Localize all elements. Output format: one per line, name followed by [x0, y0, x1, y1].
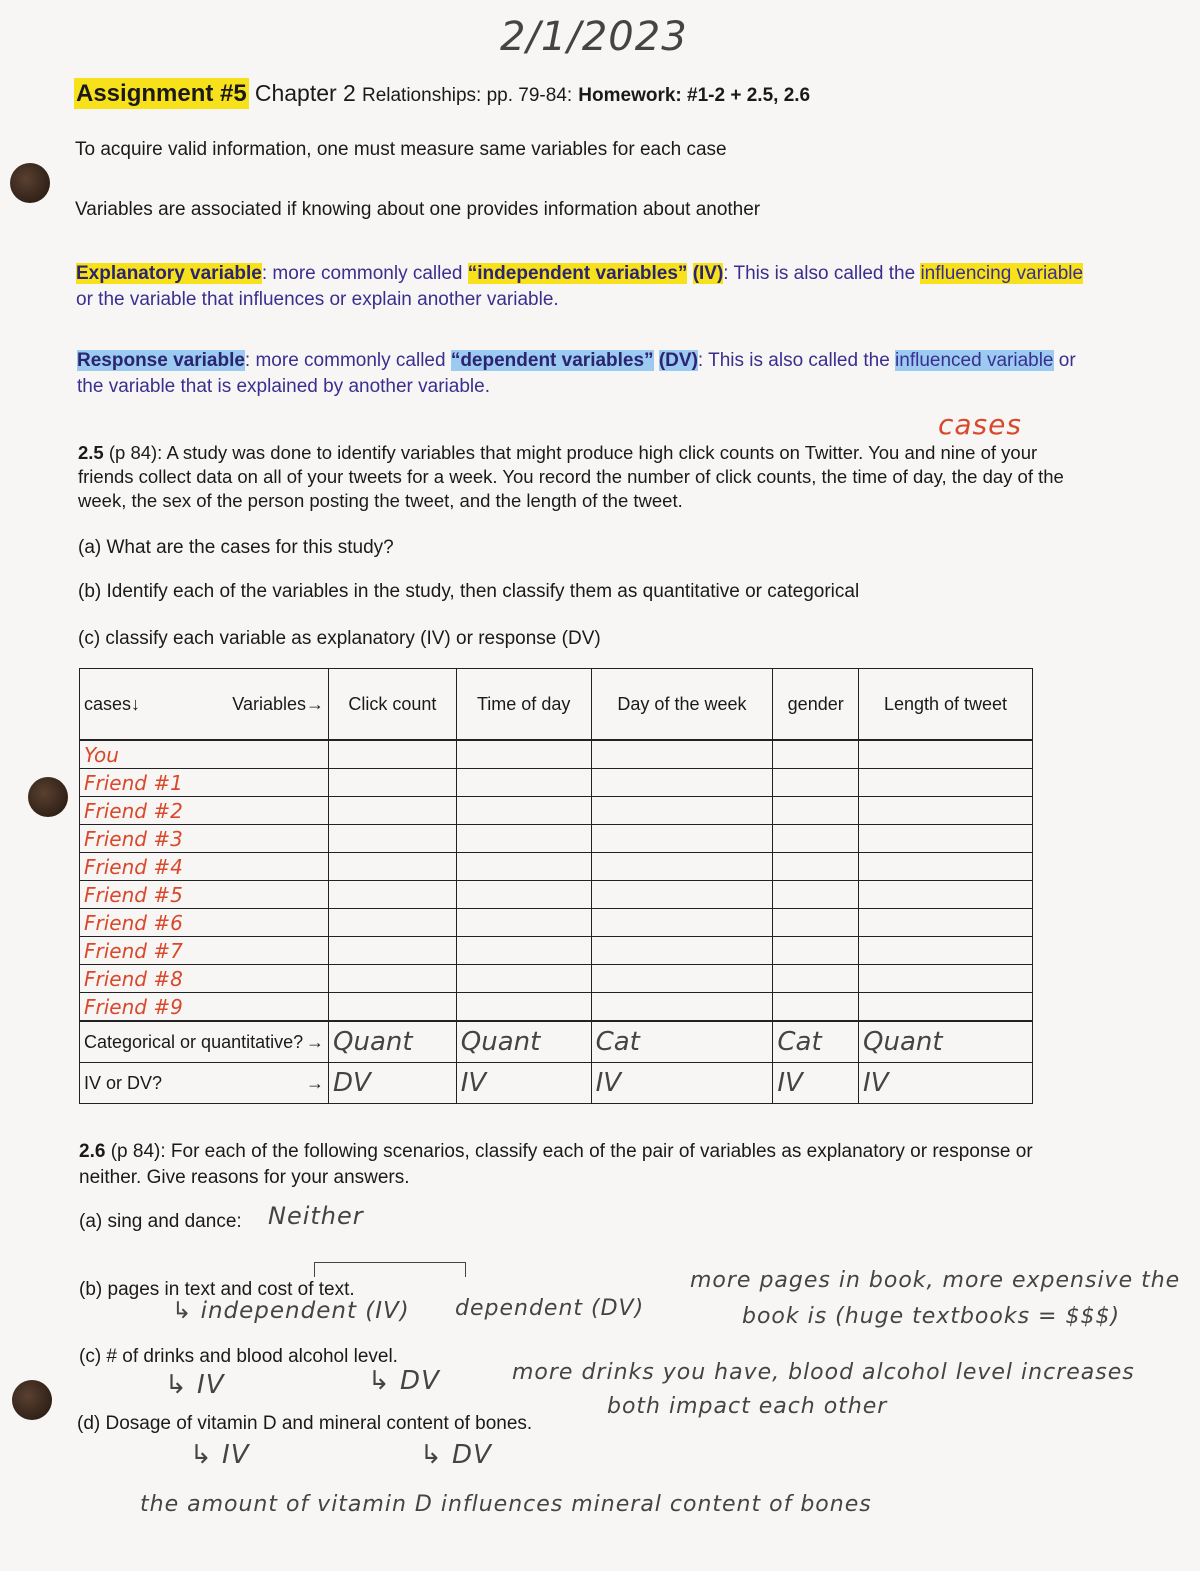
type-cell: Quant: [859, 1021, 1033, 1063]
answer-a: Neither: [268, 1202, 364, 1230]
column-header: gender: [773, 669, 859, 741]
corner-cell: [80, 669, 329, 741]
empty-cell[interactable]: [456, 769, 591, 797]
type-label: Categorical or quantitative?: [84, 1031, 304, 1052]
text: the variable that is explained by another variable.: [77, 376, 490, 397]
case-row: [80, 853, 1033, 881]
empty-cell[interactable]: [859, 797, 1033, 825]
row-label: [80, 1021, 329, 1063]
question-2-6: [79, 1139, 1033, 1191]
empty-cell[interactable]: [456, 937, 591, 965]
empty-cell[interactable]: [591, 853, 773, 881]
empty-cell[interactable]: [329, 965, 457, 993]
empty-cell[interactable]: [329, 825, 457, 853]
role-row: [80, 1063, 1033, 1104]
empty-cell[interactable]: [859, 965, 1033, 993]
case-label: Friend #7: [80, 937, 329, 965]
punch-hole: [10, 163, 50, 203]
pages: Relationships: pp. 79-84:: [361, 85, 573, 106]
empty-cell[interactable]: [329, 769, 457, 797]
case-label: Friend #2: [80, 797, 329, 825]
handwritten-date: 2/1/2023: [500, 14, 688, 60]
question-2-6-d: (d) Dosage of vitamin D and mineral content of bones.: [77, 1413, 533, 1434]
empty-cell[interactable]: [329, 853, 457, 881]
empty-cell[interactable]: [329, 937, 457, 965]
question-2-6-b: (b) pages in text and cost of text.: [79, 1279, 355, 1300]
case-label: Friend #9: [80, 993, 329, 1022]
text: (p 84): For each of the following scenarios, classify each of the pair of variables as explanatory or response or: [105, 1141, 1033, 1162]
question-2-5-a: (a) What are the cases for this study?: [78, 537, 394, 558]
empty-cell[interactable]: [456, 797, 591, 825]
response-term: Response variable: [77, 350, 245, 371]
variables-table: [79, 668, 1033, 1104]
answer-b-dv: dependent (DV): [455, 1296, 645, 1321]
empty-cell[interactable]: [859, 937, 1033, 965]
column-header: Day of the week: [591, 669, 773, 741]
answer-d-note: the amount of vitamin D influences mineral content of bones: [140, 1492, 872, 1517]
empty-cell[interactable]: [329, 909, 457, 937]
answer-d-iv: ↳ IV: [190, 1440, 250, 1470]
empty-cell[interactable]: [859, 740, 1033, 769]
cases-label: cases↓: [84, 693, 141, 714]
answer-c-note-1: more drinks you have, blood alcohol level increases: [512, 1360, 1135, 1385]
handwritten-cases: cases: [938, 408, 1022, 441]
arrow-icon: →: [306, 1072, 324, 1093]
case-label: Friend #3: [80, 825, 329, 853]
question-number: 2.6: [79, 1141, 106, 1162]
question-2-6-c: (c) # of drinks and blood alcohol level.: [79, 1346, 398, 1367]
answer-d-dv: ↳ DV: [420, 1440, 492, 1470]
type-cell: Quant: [456, 1021, 591, 1063]
answer-b-iv: ↳ independent (IV): [172, 1298, 410, 1324]
empty-cell[interactable]: [773, 825, 859, 853]
empty-cell[interactable]: [456, 853, 591, 881]
role-cell: IV: [591, 1063, 773, 1104]
punch-hole: [12, 1380, 52, 1420]
influencing-term: influencing variable: [920, 263, 1084, 284]
text: : more commonly called: [244, 350, 451, 371]
case-label: You: [80, 740, 329, 769]
empty-cell[interactable]: [773, 881, 859, 909]
empty-cell[interactable]: [456, 909, 591, 937]
column-header: Time of day: [456, 669, 591, 741]
text: or the variable that influences or explain another variable.: [76, 289, 559, 310]
empty-cell[interactable]: [773, 853, 859, 881]
empty-cell[interactable]: [773, 937, 859, 965]
empty-cell[interactable]: [773, 797, 859, 825]
empty-cell[interactable]: [329, 881, 457, 909]
empty-cell[interactable]: [591, 881, 773, 909]
question-2-6-a: (a) sing and dance:: [79, 1211, 242, 1232]
case-row: [80, 740, 1033, 769]
table-header-row: [80, 669, 1033, 741]
empty-cell[interactable]: [859, 853, 1033, 881]
variables-label: Variables→: [232, 693, 324, 714]
empty-cell[interactable]: [859, 909, 1033, 937]
empty-cell[interactable]: [859, 769, 1033, 797]
role-label: IV or DV?: [84, 1072, 163, 1093]
role-cell: IV: [859, 1063, 1033, 1104]
homework: Homework: #1-2 + 2.5, 2.6: [578, 85, 811, 106]
case-row: [80, 993, 1033, 1022]
question-number: 2.5: [78, 442, 104, 463]
question-2-5: [78, 441, 1064, 513]
empty-cell[interactable]: [859, 825, 1033, 853]
assignment-header: [74, 80, 810, 108]
column-header: Click count: [329, 669, 457, 741]
type-row: [80, 1021, 1033, 1063]
case-row: [80, 797, 1033, 825]
text: neither. Give reasons for your answers.: [79, 1167, 410, 1188]
empty-cell[interactable]: [591, 797, 773, 825]
text: : This is also called the: [723, 263, 921, 284]
empty-cell[interactable]: [773, 740, 859, 769]
role-cell: IV: [456, 1063, 591, 1104]
empty-cell[interactable]: [773, 965, 859, 993]
question-2-5-b: (b) Identify each of the variables in the study, then classify them as quantitative or categorical: [78, 581, 860, 602]
answer-c-dv: ↳ DV: [368, 1366, 440, 1396]
case-row: [80, 825, 1033, 853]
case-row: [80, 965, 1033, 993]
empty-cell[interactable]: [456, 825, 591, 853]
type-cell: Cat: [591, 1021, 773, 1063]
empty-cell[interactable]: [591, 769, 773, 797]
text: : more commonly called: [261, 263, 468, 284]
explanatory-term: Explanatory variable: [76, 263, 262, 284]
note-line-1: To acquire valid information, one must measure same variables for each case: [75, 139, 727, 160]
text: week, the sex of the person posting the tweet, and the length of the tweet.: [78, 490, 683, 511]
case-label: Friend #5: [80, 881, 329, 909]
explanatory-definition: [76, 261, 1083, 313]
empty-cell[interactable]: [859, 993, 1033, 1022]
independent-term: “independent variables”: [467, 263, 688, 284]
note-line-2: Variables are associated if knowing about one provides information about another: [75, 199, 761, 220]
text: friends collect data on all of your tweets for a week. You record the number of click counts, the time of day, the day of the: [78, 466, 1064, 487]
response-definition: [77, 348, 1076, 400]
empty-cell[interactable]: [329, 993, 457, 1022]
case-row: [80, 881, 1033, 909]
role-cell: DV: [329, 1063, 457, 1104]
dependent-term: “dependent variables”: [450, 350, 654, 371]
empty-cell[interactable]: [591, 825, 773, 853]
role-cell: IV: [773, 1063, 859, 1104]
answer-b-note-2: book is (huge textbooks = $$$): [742, 1304, 1121, 1329]
row-label: [80, 1063, 329, 1104]
empty-cell[interactable]: [773, 993, 859, 1022]
column-header: Length of tweet: [859, 669, 1033, 741]
empty-cell[interactable]: [591, 937, 773, 965]
case-label: Friend #1: [80, 769, 329, 797]
empty-cell[interactable]: [456, 740, 591, 769]
answer-c-note-2: both impact each other: [607, 1394, 888, 1419]
empty-cell[interactable]: [773, 909, 859, 937]
case-label: Friend #4: [80, 853, 329, 881]
case-label: Friend #8: [80, 965, 329, 993]
case-row: [80, 909, 1033, 937]
arrow-icon: →: [306, 1031, 324, 1052]
influenced-term: influenced variable: [895, 350, 1054, 371]
text: : This is also called the: [697, 350, 896, 371]
empty-cell[interactable]: [456, 965, 591, 993]
iv-abbr: (IV): [692, 263, 724, 284]
empty-cell[interactable]: [591, 993, 773, 1022]
question-2-5-c: (c) classify each variable as explanatory (IV) or response (DV): [78, 628, 601, 649]
empty-cell[interactable]: [329, 740, 457, 769]
case-row: [80, 937, 1033, 965]
dv-abbr: (DV): [658, 350, 698, 371]
bracket-arrow: [314, 1262, 466, 1277]
text: or: [1053, 350, 1076, 371]
text: (p 84): A study was done to identify variables that might produce high click counts on Twitter. You and nine of your: [103, 442, 1038, 463]
empty-cell[interactable]: [591, 965, 773, 993]
empty-cell[interactable]: [591, 740, 773, 769]
assignment-number: Assignment #5: [76, 80, 247, 107]
case-row: [80, 769, 1033, 797]
answer-c-iv: ↳ IV: [165, 1370, 225, 1400]
chapter: Chapter 2: [254, 80, 356, 106]
empty-cell[interactable]: [456, 993, 591, 1022]
type-cell: Quant: [329, 1021, 457, 1063]
empty-cell[interactable]: [773, 769, 859, 797]
punch-hole: [28, 777, 68, 817]
empty-cell[interactable]: [859, 881, 1033, 909]
type-cell: Cat: [773, 1021, 859, 1063]
empty-cell[interactable]: [591, 909, 773, 937]
answer-b-note-1: more pages in book, more expensive the: [690, 1268, 1181, 1293]
empty-cell[interactable]: [456, 881, 591, 909]
empty-cell[interactable]: [329, 797, 457, 825]
case-label: Friend #6: [80, 909, 329, 937]
